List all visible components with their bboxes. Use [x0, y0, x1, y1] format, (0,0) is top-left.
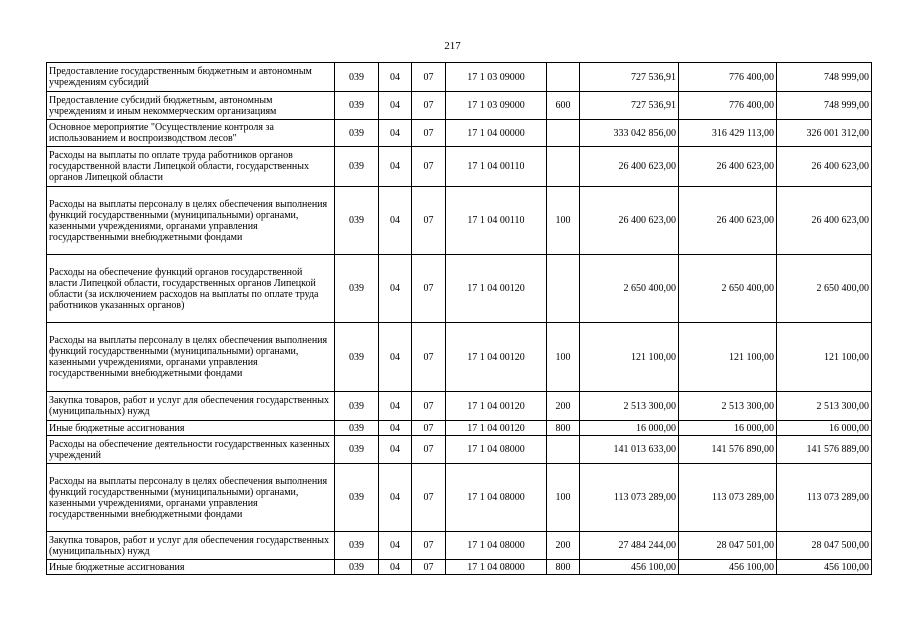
subsection-code: 07 [412, 92, 446, 120]
expense-type-code: 200 [547, 392, 580, 421]
expense-type-code [547, 147, 580, 187]
section-code: 04 [379, 147, 412, 187]
amount-2: 113 073 289,00 [679, 464, 777, 532]
amount-3: 28 047 500,00 [777, 532, 872, 560]
section-code: 04 [379, 464, 412, 532]
amount-3: 113 073 289,00 [777, 464, 872, 532]
expense-type-code [547, 436, 580, 464]
ministry-code: 039 [335, 323, 379, 392]
table-row [47, 560, 872, 575]
ministry-code: 039 [335, 436, 379, 464]
target-article-code: 17 1 04 08000 [446, 560, 547, 575]
target-article-code: 17 1 03 09000 [446, 63, 547, 92]
row-name: Предоставление субсидий бюджетным, автономным учреждениям и иным некоммерческим организациям [47, 92, 335, 120]
subsection-code: 07 [412, 436, 446, 464]
subsection-code: 07 [412, 560, 446, 575]
amount-3: 16 000,00 [777, 421, 872, 436]
amount-1: 2 513 300,00 [580, 392, 679, 421]
ministry-code: 039 [335, 255, 379, 323]
target-article-code: 17 1 04 00110 [446, 187, 547, 255]
table-row [47, 120, 872, 147]
row-name: Иные бюджетные ассигнования [47, 421, 335, 436]
subsection-code: 07 [412, 255, 446, 323]
expense-type-code [547, 255, 580, 323]
amount-2: 28 047 501,00 [679, 532, 777, 560]
amount-2: 121 100,00 [679, 323, 777, 392]
row-name: Расходы на обеспечение деятельности государственных казенных учреждений [47, 436, 335, 464]
amount-1: 727 536,91 [580, 92, 679, 120]
expense-type-code: 100 [547, 187, 580, 255]
amount-3: 26 400 623,00 [777, 147, 872, 187]
section-code: 04 [379, 187, 412, 255]
amount-2: 776 400,00 [679, 63, 777, 92]
row-name: Предоставление государственным бюджетным и автономным учреждениям субсидий [47, 63, 335, 92]
row-name: Расходы на обеспечение функций органов государственной власти Липецкой области, государственных органов Липецкой области (за исключением расходов на выплаты по оплате труда работников указанных органов) [47, 255, 335, 323]
expense-type-code: 800 [547, 560, 580, 575]
section-code: 04 [379, 421, 412, 436]
target-article-code: 17 1 04 00110 [446, 147, 547, 187]
ministry-code: 039 [335, 120, 379, 147]
amount-1: 456 100,00 [580, 560, 679, 575]
expense-type-code: 100 [547, 464, 580, 532]
subsection-code: 07 [412, 147, 446, 187]
row-name: Расходы на выплаты персоналу в целях обеспечения выполнения функций государственными (муниципальными) органами, казенными учреждениями, органами управления государственными внебюджетными фондами [47, 464, 335, 532]
section-code: 04 [379, 255, 412, 323]
subsection-code: 07 [412, 63, 446, 92]
ministry-code: 039 [335, 421, 379, 436]
subsection-code: 07 [412, 120, 446, 147]
section-code: 04 [379, 63, 412, 92]
section-code: 04 [379, 392, 412, 421]
table-row [47, 147, 872, 187]
expense-type-code [547, 63, 580, 92]
ministry-code: 039 [335, 147, 379, 187]
target-article-code: 17 1 03 09000 [446, 92, 547, 120]
amount-2: 316 429 113,00 [679, 120, 777, 147]
amount-2: 141 576 890,00 [679, 436, 777, 464]
target-article-code: 17 1 04 00000 [446, 120, 547, 147]
amount-3: 26 400 623,00 [777, 187, 872, 255]
budget-table [46, 62, 872, 575]
target-article-code: 17 1 04 00120 [446, 392, 547, 421]
target-article-code: 17 1 04 08000 [446, 464, 547, 532]
ministry-code: 039 [335, 560, 379, 575]
table-row [47, 255, 872, 323]
amount-2: 26 400 623,00 [679, 187, 777, 255]
amount-2: 26 400 623,00 [679, 147, 777, 187]
amount-3: 748 999,00 [777, 63, 872, 92]
expense-type-code: 100 [547, 323, 580, 392]
row-name: Расходы на выплаты по оплате труда работников органов государственной власти Липецкой области, государственных органов Липецкой области [47, 147, 335, 187]
expense-type-code: 200 [547, 532, 580, 560]
amount-3: 748 999,00 [777, 92, 872, 120]
amount-1: 121 100,00 [580, 323, 679, 392]
ministry-code: 039 [335, 464, 379, 532]
amount-1: 16 000,00 [580, 421, 679, 436]
target-article-code: 17 1 04 00120 [446, 323, 547, 392]
section-code: 04 [379, 532, 412, 560]
section-code: 04 [379, 92, 412, 120]
ministry-code: 039 [335, 63, 379, 92]
ministry-code: 039 [335, 392, 379, 421]
table-row [47, 63, 872, 92]
amount-3: 2 650 400,00 [777, 255, 872, 323]
ministry-code: 039 [335, 187, 379, 255]
amount-2: 2 513 300,00 [679, 392, 777, 421]
amount-3: 326 001 312,00 [777, 120, 872, 147]
table-row [47, 392, 872, 421]
page-number: 217 [444, 40, 461, 52]
section-code: 04 [379, 323, 412, 392]
target-article-code: 17 1 04 00120 [446, 255, 547, 323]
target-article-code: 17 1 04 00120 [446, 421, 547, 436]
ministry-code: 039 [335, 532, 379, 560]
expense-type-code [547, 120, 580, 147]
amount-1: 26 400 623,00 [580, 187, 679, 255]
row-name: Основное мероприятие "Осуществление контроля за использованием и воспроизводством лесов" [47, 120, 335, 147]
row-name: Закупка товаров, работ и услуг для обеспечения государственных (муниципальных) нужд [47, 532, 335, 560]
table-row [47, 532, 872, 560]
row-name: Закупка товаров, работ и услуг для обеспечения государственных (муниципальных) нужд [47, 392, 335, 421]
amount-3: 121 100,00 [777, 323, 872, 392]
section-code: 04 [379, 436, 412, 464]
table-row [47, 187, 872, 255]
table-row [47, 464, 872, 532]
subsection-code: 07 [412, 421, 446, 436]
subsection-code: 07 [412, 464, 446, 532]
row-name: Расходы на выплаты персоналу в целях обеспечения выполнения функций государственными (муниципальными) органами, казенными учреждениями, органами управления государственными внебюджетными фондами [47, 323, 335, 392]
row-name: Иные бюджетные ассигнования [47, 560, 335, 575]
amount-1: 27 484 244,00 [580, 532, 679, 560]
amount-1: 113 073 289,00 [580, 464, 679, 532]
ministry-code: 039 [335, 92, 379, 120]
amount-1: 141 013 633,00 [580, 436, 679, 464]
amount-2: 16 000,00 [679, 421, 777, 436]
amount-1: 727 536,91 [580, 63, 679, 92]
amount-3: 2 513 300,00 [777, 392, 872, 421]
amount-1: 26 400 623,00 [580, 147, 679, 187]
target-article-code: 17 1 04 08000 [446, 532, 547, 560]
expense-type-code: 800 [547, 421, 580, 436]
amount-2: 776 400,00 [679, 92, 777, 120]
table-row [47, 323, 872, 392]
subsection-code: 07 [412, 532, 446, 560]
expense-type-code: 600 [547, 92, 580, 120]
section-code: 04 [379, 120, 412, 147]
amount-3: 456 100,00 [777, 560, 872, 575]
subsection-code: 07 [412, 187, 446, 255]
subsection-code: 07 [412, 323, 446, 392]
amount-2: 456 100,00 [679, 560, 777, 575]
table-row [47, 421, 872, 436]
subsection-code: 07 [412, 392, 446, 421]
amount-3: 141 576 889,00 [777, 436, 872, 464]
amount-1: 2 650 400,00 [580, 255, 679, 323]
table-row [47, 92, 872, 120]
section-code: 04 [379, 560, 412, 575]
amount-2: 2 650 400,00 [679, 255, 777, 323]
row-name: Расходы на выплаты персоналу в целях обеспечения выполнения функций государственными (муниципальными) органами, казенными учреждениями, органами управления государственными внебюджетными фондами [47, 187, 335, 255]
amount-1: 333 042 856,00 [580, 120, 679, 147]
target-article-code: 17 1 04 08000 [446, 436, 547, 464]
table-row [47, 436, 872, 464]
